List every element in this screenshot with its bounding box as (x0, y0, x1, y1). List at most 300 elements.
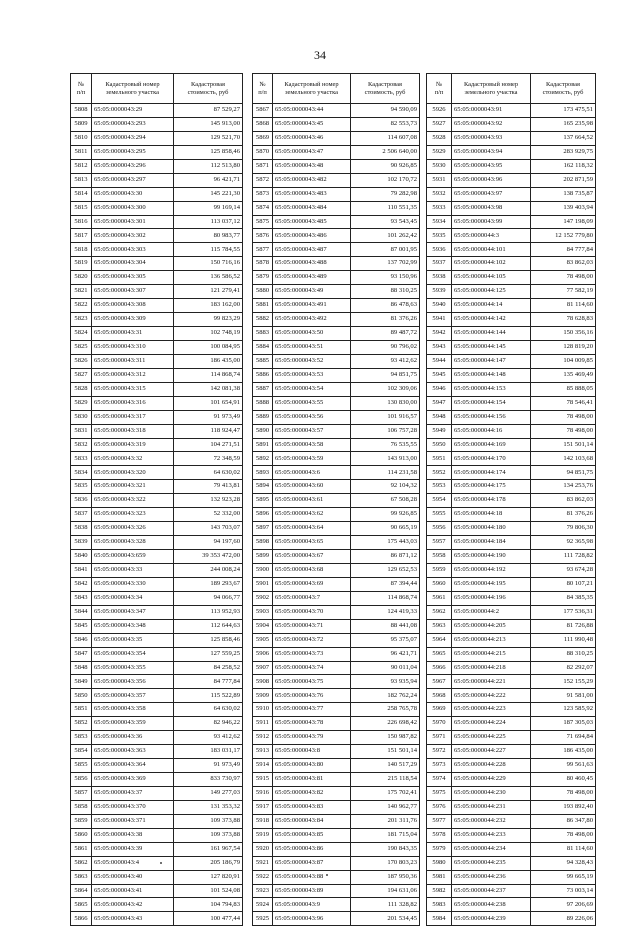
cadastral-value: 139 403,94 (531, 201, 596, 215)
cadastral-value: 101 524,08 (174, 884, 243, 898)
row-number: 5947 (427, 396, 452, 410)
cadastral-number: 65:05:0000043:96 (452, 173, 531, 187)
table-row (71, 494, 243, 508)
cadastral-number: 65:05:0000044:170 (452, 452, 531, 466)
row-number: 5894 (253, 480, 273, 494)
cadastral-value: 130 830,00 (351, 396, 420, 410)
table-row (71, 271, 243, 285)
cadastral-number: 65:05:0000043:54 (273, 382, 351, 396)
header-cadastral-number: Кадастровый номер земельного участка (92, 74, 174, 104)
row-number: 5837 (71, 508, 92, 522)
cadastral-number: 65:05:0000043:310 (92, 340, 174, 354)
cadastral-value: 113 952,93 (174, 605, 243, 619)
cadastral-number: 65:05:0000043:7 (273, 591, 351, 605)
table-row (253, 731, 420, 745)
row-number: 5905 (253, 633, 273, 647)
table-row (71, 368, 243, 382)
cadastral-number: 65:05:0000043:323 (92, 508, 174, 522)
table-row (253, 480, 420, 494)
table-row (427, 438, 596, 452)
cadastral-number: 65:05:0000043:328 (92, 536, 174, 550)
cadastral-number: 65:05:0000044:105 (452, 271, 531, 285)
cadastral-value: 113 037,12 (174, 215, 243, 229)
row-number: 5823 (71, 313, 92, 327)
row-number: 5822 (71, 299, 92, 313)
cadastral-value: 123 585,92 (531, 703, 596, 717)
cadastral-number: 65:05:0000044:184 (452, 536, 531, 550)
row-number: 5946 (427, 382, 452, 396)
cadastral-value: 80 983,77 (174, 229, 243, 243)
cadastral-value: 106 757,28 (351, 424, 420, 438)
row-number: 5948 (427, 410, 452, 424)
row-number: 5877 (253, 243, 273, 257)
row-number: 5861 (71, 842, 92, 856)
table-row (427, 912, 596, 926)
cadastral-number: 65:05:0000044:102 (452, 257, 531, 271)
cadastral-number: 65:05:0000043:358 (92, 703, 174, 717)
cadastral-number: 65:05:0000043:80 (273, 759, 351, 773)
cadastral-value: 86 347,80 (531, 814, 596, 828)
row-number: 5871 (253, 159, 273, 173)
cadastral-value: 2 506 640,00 (351, 145, 420, 159)
cadastral-value: 80 460,45 (531, 773, 596, 787)
row-number: 5928 (427, 131, 452, 145)
table-row (427, 257, 596, 271)
cadastral-number: 65:05:0000044:238 (452, 898, 531, 912)
cadastral-number: 65:05:0000043:94 (452, 145, 531, 159)
cadastral-table-middle (252, 73, 420, 926)
row-number: 5902 (253, 591, 273, 605)
cadastral-number: 65:05:0000044:2 (452, 605, 531, 619)
cadastral-value: 100 477,44 (174, 912, 243, 926)
table-row (427, 104, 596, 118)
table-row (71, 619, 243, 633)
row-number: 5924 (253, 898, 273, 912)
table-row (71, 327, 243, 341)
scan-speck (160, 862, 162, 864)
cadastral-value: 118 924,47 (174, 424, 243, 438)
table-row (71, 703, 243, 717)
cadastral-number: 65:05:0000044:175 (452, 480, 531, 494)
table-row (71, 870, 243, 884)
row-number: 5821 (71, 285, 92, 299)
row-number: 5907 (253, 661, 273, 675)
cadastral-value: 201 534,45 (351, 912, 420, 926)
row-number: 5938 (427, 271, 452, 285)
cadastral-number: 65:05:0000043:302 (92, 229, 174, 243)
row-number: 5854 (71, 745, 92, 759)
table-row (253, 828, 420, 842)
table-row (253, 159, 420, 173)
cadastral-number: 65:05:0000043:305 (92, 271, 174, 285)
table-row (71, 522, 243, 536)
table-row (71, 633, 243, 647)
cadastral-number: 65:05:0000043:330 (92, 577, 174, 591)
table-row (427, 605, 596, 619)
cadastral-number: 65:05:0000044:178 (452, 494, 531, 508)
table-row (427, 828, 596, 842)
cadastral-value: 115 784,55 (174, 243, 243, 257)
cadastral-number: 65:05:0000043:64 (273, 522, 351, 536)
table-row (253, 647, 420, 661)
cadastral-value: 150 356,16 (531, 327, 596, 341)
row-number: 5847 (71, 647, 92, 661)
cadastral-table-right (426, 73, 596, 926)
row-number: 5917 (253, 800, 273, 814)
row-number: 5919 (253, 828, 273, 842)
cadastral-value: 83 862,03 (531, 257, 596, 271)
row-number: 5968 (427, 689, 452, 703)
row-number: 5839 (71, 536, 92, 550)
cadastral-value: 114 868,74 (351, 591, 420, 605)
row-number: 5954 (427, 494, 452, 508)
table-row (253, 494, 420, 508)
cadastral-number: 65:05:0000043:41 (92, 884, 174, 898)
cadastral-number: 65:05:0000043:45 (273, 117, 351, 131)
table-row (427, 187, 596, 201)
cadastral-value: 162 118,32 (531, 159, 596, 173)
cadastral-number: 65:05:0000043:98 (452, 201, 531, 215)
cadastral-value: 138 735,87 (531, 187, 596, 201)
row-number: 5874 (253, 201, 273, 215)
cadastral-number: 65:05:0000043:347 (92, 605, 174, 619)
row-number: 5940 (427, 299, 452, 313)
cadastral-value: 64 630,02 (174, 466, 243, 480)
table-row (253, 661, 420, 675)
table-row (253, 786, 420, 800)
table-row (71, 410, 243, 424)
row-number: 5939 (427, 285, 452, 299)
cadastral-number: 65:05:0000043:9 (273, 898, 351, 912)
table-row (427, 145, 596, 159)
cadastral-value: 127 559,25 (174, 647, 243, 661)
row-number: 5926 (427, 104, 452, 118)
cadastral-number: 65:05:0000043:31 (92, 327, 174, 341)
row-number: 5842 (71, 577, 92, 591)
row-number: 5899 (253, 550, 273, 564)
cadastral-number: 65:05:0000043:73 (273, 647, 351, 661)
cadastral-value: 92 365,98 (531, 536, 596, 550)
cadastral-value: 94 590,09 (351, 104, 420, 118)
row-number: 5979 (427, 842, 452, 856)
row-number: 5860 (71, 828, 92, 842)
row-number: 5944 (427, 354, 452, 368)
cadastral-number: 65:05:0000044:144 (452, 327, 531, 341)
cadastral-number: 65:05:0000043:77 (273, 703, 351, 717)
row-number: 5933 (427, 201, 452, 215)
table-row (427, 508, 596, 522)
row-number: 5815 (71, 201, 92, 215)
table-row (427, 285, 596, 299)
cadastral-value: 125 858,46 (174, 633, 243, 647)
row-number: 5956 (427, 522, 452, 536)
row-number: 5972 (427, 745, 452, 759)
cadastral-number: 65:05:0000043:364 (92, 759, 174, 773)
row-number: 5915 (253, 773, 273, 787)
table-row (253, 131, 420, 145)
row-number: 5850 (71, 689, 92, 703)
row-number: 5811 (71, 145, 92, 159)
cadastral-value: 87 001,95 (351, 243, 420, 257)
cadastral-value: 124 419,33 (351, 605, 420, 619)
header-cadastral-value: Кадастровая стоимость, руб (351, 74, 420, 104)
row-number: 5845 (71, 619, 92, 633)
header-num: № п/п (427, 74, 452, 104)
cadastral-number: 65:05:0000044:180 (452, 522, 531, 536)
table-row (71, 382, 243, 396)
cadastral-number: 65:05:0000043:49 (273, 285, 351, 299)
cadastral-value: 99 561,63 (531, 759, 596, 773)
cadastral-number: 65:05:0000043:317 (92, 410, 174, 424)
cadastral-number: 65:05:0000043:8 (273, 745, 351, 759)
table-row (71, 550, 243, 564)
cadastral-number: 65:05:0000043:312 (92, 368, 174, 382)
table-row (71, 159, 243, 173)
row-number: 5966 (427, 661, 452, 675)
row-number: 5816 (71, 215, 92, 229)
table-row (71, 508, 243, 522)
table-row (253, 466, 420, 480)
row-number: 5936 (427, 243, 452, 257)
row-number: 5893 (253, 466, 273, 480)
cadastral-number: 65:05:0000043:659 (92, 550, 174, 564)
table-row (71, 396, 243, 410)
row-number: 5882 (253, 313, 273, 327)
table-row (71, 786, 243, 800)
row-number: 5978 (427, 828, 452, 842)
table-row (71, 480, 243, 494)
table-row (427, 354, 596, 368)
cadastral-value: 64 630,02 (174, 703, 243, 717)
cadastral-number: 65:05:0000044:196 (452, 591, 531, 605)
cadastral-value: 99 926,85 (351, 508, 420, 522)
row-number: 5875 (253, 215, 273, 229)
header-num: № п/п (253, 74, 273, 104)
cadastral-table-left (70, 73, 243, 926)
cadastral-value: 183 162,00 (174, 299, 243, 313)
table-row (427, 647, 596, 661)
table-row (253, 215, 420, 229)
row-number: 5859 (71, 814, 92, 828)
row-number: 5863 (71, 870, 92, 884)
cadastral-number: 65:05:0000043:36 (92, 731, 174, 745)
row-number: 5957 (427, 536, 452, 550)
cadastral-number: 65:05:0000044:145 (452, 340, 531, 354)
cadastral-number: 65:05:0000043:32 (92, 452, 174, 466)
table-row (253, 396, 420, 410)
cadastral-number: 65:05:0000044:221 (452, 675, 531, 689)
row-number: 5982 (427, 884, 452, 898)
cadastral-value: 87 394,44 (351, 577, 420, 591)
cadastral-number: 65:05:0000043:51 (273, 340, 351, 354)
cadastral-number: 65:05:0000043:37 (92, 786, 174, 800)
cadastral-value: 72 348,59 (174, 452, 243, 466)
row-number: 5910 (253, 703, 273, 717)
table-row (253, 410, 420, 424)
cadastral-value: 90 665,19 (351, 522, 420, 536)
cadastral-number: 65:05:0000043:69 (273, 577, 351, 591)
cadastral-value: 94 066,77 (174, 591, 243, 605)
table-row (71, 745, 243, 759)
cadastral-number: 65:05:0000044:223 (452, 703, 531, 717)
cadastral-number: 65:05:0000044:224 (452, 717, 531, 731)
cadastral-number: 65:05:0000043:483 (273, 187, 351, 201)
cadastral-value: 134 253,76 (531, 480, 596, 494)
row-number: 5959 (427, 563, 452, 577)
row-number: 5962 (427, 605, 452, 619)
row-number: 5818 (71, 243, 92, 257)
table-row (71, 229, 243, 243)
table-row (71, 536, 243, 550)
cadastral-number: 65:05:0000043:65 (273, 536, 351, 550)
row-number: 5980 (427, 856, 452, 870)
cadastral-value: 170 803,23 (351, 856, 420, 870)
table-row (427, 396, 596, 410)
table-row (427, 689, 596, 703)
cadastral-value: 181 715,04 (351, 828, 420, 842)
cadastral-value: 149 277,03 (174, 786, 243, 800)
cadastral-value: 91 973,49 (174, 410, 243, 424)
cadastral-value: 96 421,71 (351, 647, 420, 661)
row-number: 5964 (427, 633, 452, 647)
cadastral-value: 151 501,14 (351, 745, 420, 759)
table-row (253, 340, 420, 354)
cadastral-number: 65:05:0000043:55 (273, 396, 351, 410)
cadastral-value: 83 862,03 (531, 494, 596, 508)
row-number: 5812 (71, 159, 92, 173)
cadastral-value: 142 081,38 (174, 382, 243, 396)
cadastral-value: 77 582,19 (531, 285, 596, 299)
scan-speck (326, 874, 328, 876)
table-row (253, 229, 420, 243)
table-row (427, 522, 596, 536)
table-row (427, 870, 596, 884)
cadastral-value: 71 694,84 (531, 731, 596, 745)
cadastral-value: 93 412,62 (174, 731, 243, 745)
cadastral-value: 84 385,35 (531, 591, 596, 605)
cadastral-value: 94 328,43 (531, 856, 596, 870)
cadastral-number: 65:05:0000043:326 (92, 522, 174, 536)
cadastral-value: 86 478,63 (351, 299, 420, 313)
row-number: 5955 (427, 508, 452, 522)
cadastral-number: 65:05:0000043:309 (92, 313, 174, 327)
cadastral-number: 65:05:0000044:236 (452, 870, 531, 884)
cadastral-value: 145 221,30 (174, 187, 243, 201)
row-number: 5846 (71, 633, 92, 647)
cadastral-number: 65:05:0000043:296 (92, 159, 174, 173)
cadastral-value: 137 702,99 (351, 257, 420, 271)
cadastral-number: 65:05:0000044:235 (452, 856, 531, 870)
cadastral-value: 129 652,53 (351, 563, 420, 577)
table-row (71, 354, 243, 368)
cadastral-value: 215 118,54 (351, 773, 420, 787)
table-row (427, 675, 596, 689)
row-number: 5869 (253, 131, 273, 145)
table-row (427, 773, 596, 787)
cadastral-number: 65:05:0000043:85 (273, 828, 351, 842)
row-number: 5981 (427, 870, 452, 884)
cadastral-number: 65:05:0000044:237 (452, 884, 531, 898)
table-row (71, 452, 243, 466)
row-number: 5937 (427, 257, 452, 271)
table-row (253, 299, 420, 313)
cadastral-value: 81 114,60 (531, 299, 596, 313)
cadastral-value: 132 923,28 (174, 494, 243, 508)
table-row (427, 271, 596, 285)
row-number: 5887 (253, 382, 273, 396)
cadastral-number: 65:05:0000044:174 (452, 466, 531, 480)
cadastral-number: 65:05:0000044:225 (452, 731, 531, 745)
cadastral-number: 65:05:0000043:39 (92, 842, 174, 856)
cadastral-number: 65:05:0000043:67 (273, 550, 351, 564)
row-number: 5923 (253, 884, 273, 898)
cadastral-value: 111 328,82 (351, 898, 420, 912)
cadastral-value: 82 292,07 (531, 661, 596, 675)
table-row (427, 340, 596, 354)
cadastral-value: 127 820,91 (174, 870, 243, 884)
table-row (427, 633, 596, 647)
cadastral-number: 65:05:0000044:14 (452, 299, 531, 313)
cadastral-number: 65:05:0000043:492 (273, 313, 351, 327)
cadastral-number: 65:05:0000043:83 (273, 800, 351, 814)
row-number: 5851 (71, 703, 92, 717)
table-row (253, 452, 420, 466)
cadastral-value: 101 916,57 (351, 410, 420, 424)
row-number: 5866 (71, 912, 92, 926)
table-row (71, 424, 243, 438)
cadastral-number: 65:05:0000043:489 (273, 271, 351, 285)
table-row (71, 717, 243, 731)
cadastral-number: 65:05:0000043:57 (273, 424, 351, 438)
table-row (427, 452, 596, 466)
cadastral-value: 151 501,14 (531, 438, 596, 452)
cadastral-value: 129 521,70 (174, 131, 243, 145)
row-number: 5885 (253, 354, 273, 368)
cadastral-number: 65:05:0000043:487 (273, 243, 351, 257)
table-row (71, 884, 243, 898)
cadastral-value: 78 546,41 (531, 396, 596, 410)
table-row (71, 466, 243, 480)
table-row (427, 842, 596, 856)
row-number: 5833 (71, 452, 92, 466)
table-row (427, 550, 596, 564)
cadastral-value: 187 950,36 (351, 870, 420, 884)
row-number: 5865 (71, 898, 92, 912)
cadastral-number: 65:05:0000043:304 (92, 257, 174, 271)
row-number: 5834 (71, 466, 92, 480)
cadastral-value: 99 665,19 (531, 870, 596, 884)
cadastral-value: 142 103,68 (531, 452, 596, 466)
row-number: 5831 (71, 424, 92, 438)
cadastral-number: 65:05:0000043:295 (92, 145, 174, 159)
cadastral-value: 833 730,97 (174, 773, 243, 787)
table-row (253, 689, 420, 703)
cadastral-value: 90 926,85 (351, 159, 420, 173)
cadastral-value: 283 929,75 (531, 145, 596, 159)
table-row (71, 201, 243, 215)
row-number: 5832 (71, 438, 92, 452)
table-row (427, 299, 596, 313)
cadastral-number: 65:05:0000044:228 (452, 759, 531, 773)
row-number: 5827 (71, 368, 92, 382)
cadastral-number: 65:05:0000043:48 (273, 159, 351, 173)
row-number: 5873 (253, 187, 273, 201)
row-number: 5830 (71, 410, 92, 424)
row-number: 5983 (427, 898, 452, 912)
cadastral-value: 175 443,03 (351, 536, 420, 550)
cadastral-value: 165 235,98 (531, 117, 596, 131)
table-row (253, 759, 420, 773)
